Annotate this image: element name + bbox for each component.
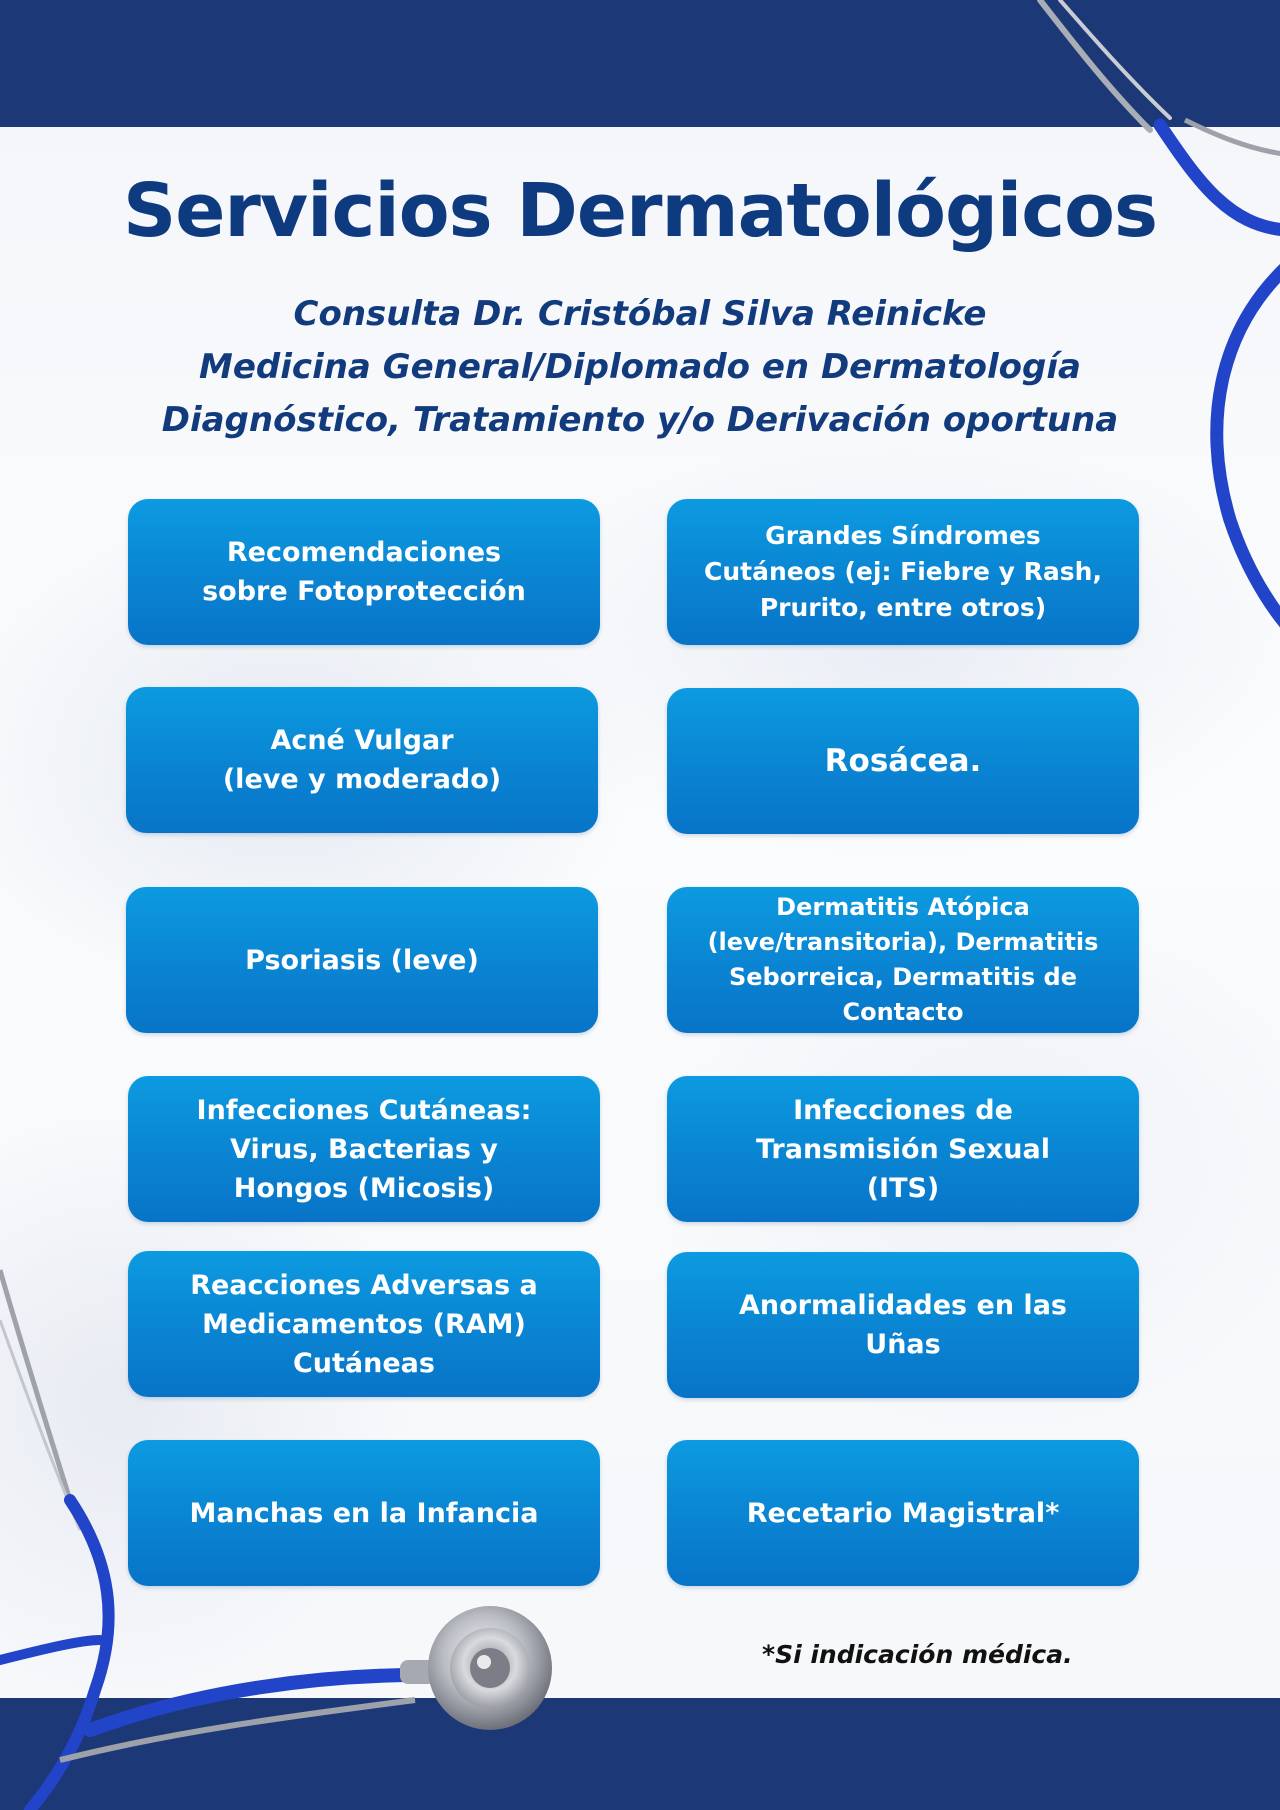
service-label: Infecciones Cutáneas: Virus, Bacterias y Hongos (Micosis): [196, 1094, 532, 1204]
subtitle-scope: Diagnóstico, Tratamiento y/o Derivación oportuna: [161, 400, 1119, 440]
service-label: Grandes Síndromes Cutáneos (ej: Fiebre y Rash, Prurito, entre otros): [704, 521, 1102, 622]
service-label: Recomendaciones sobre Fotoprotección: [202, 537, 526, 607]
page-title: Servicios Dermatológicos: [122, 168, 1158, 254]
service-card-sindromes-cutaneos: [667, 499, 1139, 645]
service-card-psoriasis: [126, 887, 598, 1033]
bottom-band: [0, 1698, 1280, 1810]
service-label: Manchas en la Infancia: [189, 1497, 539, 1529]
service-card-infecciones-cutaneas: [128, 1076, 600, 1222]
service-card-dermatitis: [667, 887, 1139, 1033]
service-card-rosacea: [667, 688, 1139, 834]
service-card-unas: [667, 1252, 1139, 1398]
service-label: Reacciones Adversas a Medicamentos (RAM) Cutáneas: [190, 1269, 538, 1379]
footnote: *Si indicación médica.: [762, 1640, 1073, 1669]
service-label: Acné Vulgar (leve y moderado): [222, 725, 502, 795]
service-card-ram: [128, 1251, 600, 1397]
subtitle-doctor: Consulta Dr. Cristóbal Silva Reinicke: [293, 294, 987, 334]
service-label: Psoriasis (leve): [245, 944, 479, 976]
service-label: Rosácea.: [824, 742, 982, 779]
service-card-fotoproteccion: [128, 499, 600, 645]
top-band: [0, 0, 1280, 127]
service-card-its: [667, 1076, 1139, 1222]
service-card-manchas-infancia: [128, 1440, 600, 1586]
service-card-recetario-magistral: [667, 1440, 1139, 1586]
service-card-acne: [126, 687, 598, 833]
service-label: Recetario Magistral*: [746, 1497, 1060, 1529]
service-label: Infecciones de Transmisión Sexual (ITS): [755, 1094, 1051, 1204]
service-label: Anormalidades en las Uñas: [739, 1290, 1067, 1360]
subtitle-specialty: Medicina General/Diplomado en Dermatología: [199, 347, 1081, 387]
service-label: Dermatitis Atópica (leve/transitoria), Dermatitis Seborreica, Dermatitis de Contacto: [707, 893, 1099, 1026]
